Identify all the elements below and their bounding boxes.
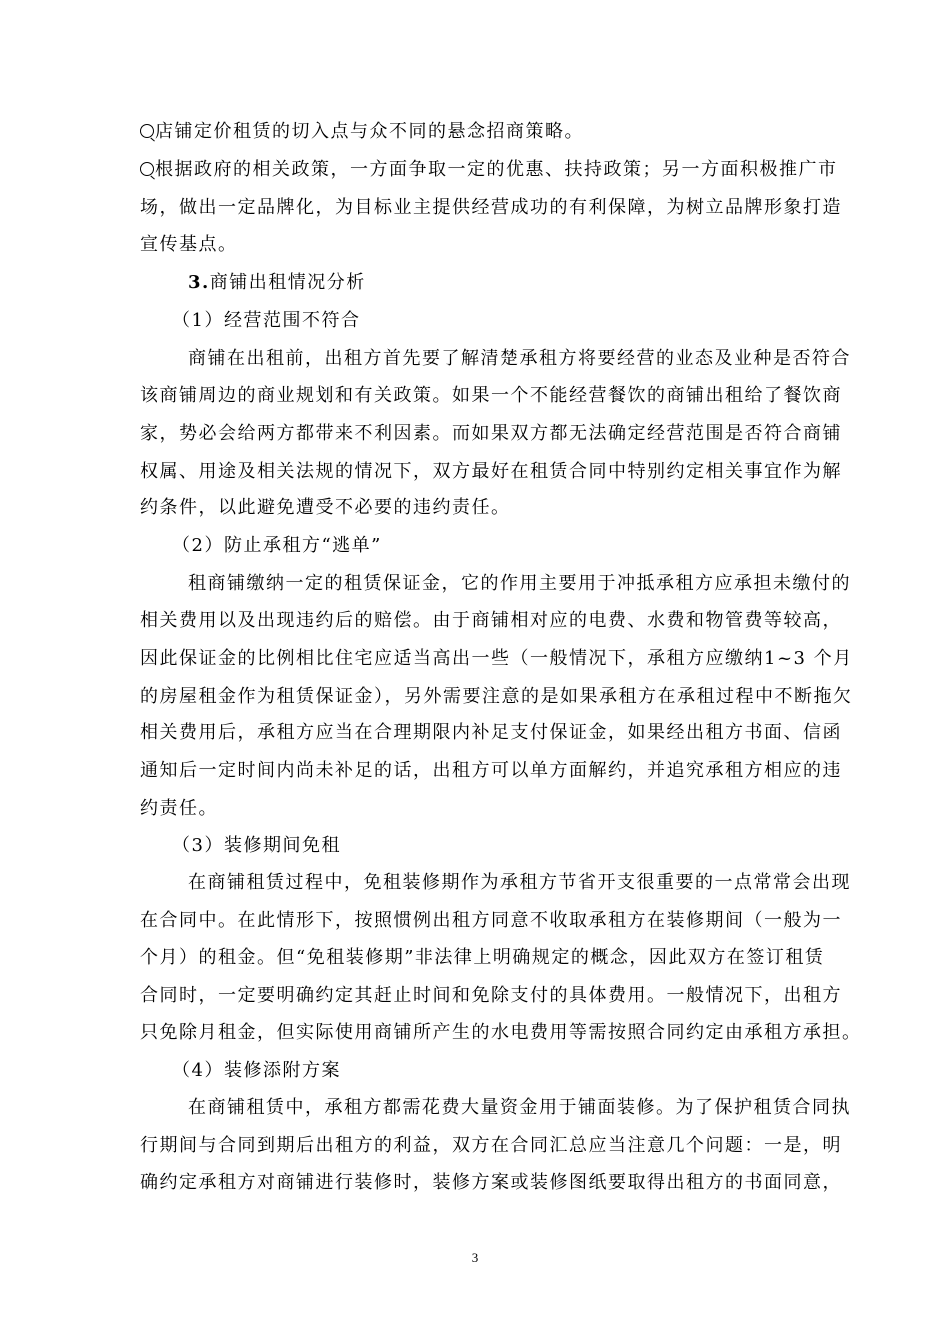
paragraph-line: 商铺在出租前，出租方首先要了解清楚承租方将要经营的业态及业种是否符合 xyxy=(188,348,851,369)
paragraph-line: 只免除月租金，但实际使用商铺所产生的水电费用等需按照合同约定由承租方承担。 xyxy=(140,1022,862,1043)
bullet-text: 店铺定价租赁的切入点与众不同的悬念招商策略。 xyxy=(155,121,584,142)
bullet-text: 根据政府的相关政策，一方面争取一定的优惠、扶持政策；另一方面积极推广市 xyxy=(155,159,838,180)
paragraph-line: 相关费用以及出现违约后的赔偿。由于商铺相对应的电费、水费和物管费等较高， xyxy=(140,610,842,631)
paragraph-line: 相关费用后，承租方应当在合理期限内补足支付保证金，如果经出租方书面、信函 xyxy=(140,722,842,743)
paragraph-line: 行期间与合同到期后出租方的利益，双方在合同汇总应当注意几个问题：一是，明 xyxy=(140,1135,842,1156)
paragraph-line: 在商铺租赁中，承租方都需花费大量资金用于铺面装修。为了保护租赁合同执 xyxy=(188,1097,851,1118)
subsection-heading: （1）经营范围不符合 xyxy=(172,310,361,331)
paragraph-line: 该商铺周边的商业规划和有关政策。如果一个不能经营餐饮的商铺出租给了餐饮商 xyxy=(140,385,842,406)
subsection-heading: （3）装修期间免租 xyxy=(172,835,341,856)
bullet-icon xyxy=(140,124,154,138)
section-heading xyxy=(188,272,908,294)
subsection-heading: （2）防止承租方“逃单” xyxy=(172,535,382,556)
paragraph-line: 的房屋租金作为租赁保证金），另外需要注意的是如果承租方在承租过程中不断拖欠 xyxy=(140,686,853,707)
paragraph-line: 在商铺租赁过程中，免租装修期作为承租方节省开支很重要的一点常常会出现 xyxy=(188,872,851,893)
bullet-icon xyxy=(140,162,154,176)
paragraph-line: 约责任。 xyxy=(140,798,218,819)
page-number: 3 xyxy=(471,1250,479,1265)
paragraph-line: 权属、用途及相关法规的情况下，双方最好在租赁合同中特别约定相关事宜作为解 xyxy=(140,461,842,482)
section-title: 商铺出租情况分析 xyxy=(209,272,366,293)
paragraph-line: 通知后一定时间内尚未补足的话，出租方可以单方面解约，并追究承租方相应的违 xyxy=(140,760,842,781)
paragraph-line: 租商铺缴纳一定的租赁保证金，它的作用主要用于冲抵承租方应承担未缴付的 xyxy=(188,573,851,594)
bullet-item xyxy=(140,159,860,181)
bullet-item xyxy=(140,121,860,143)
paragraph-line: 个月）的租金。但“免租装修期”非法律上明确规定的概念，因此双方在签订租赁 xyxy=(140,947,825,968)
paragraph-line: 合同时，一定要明确约定其赶止时间和免除支付的具体费用。一般情况下，出租方 xyxy=(140,985,842,1006)
paragraph-line: 约条件，以此避免遭受不必要的违约责任。 xyxy=(140,497,511,518)
paragraph-line: 在合同中。在此情形下，按照惯例出租方同意不收取承租方在装修期间（一般为一 xyxy=(140,910,842,931)
paragraph-line: 场，做出一定品牌化，为目标业主提供经营成功的有利保障，为树立品牌形象打造 xyxy=(140,197,842,218)
paragraph-line: 因此保证金的比例相比住宅应适当高出一些（一般情况下，承租方应缴纳1~3 个月 xyxy=(140,648,853,669)
subsection-heading: （4）装修添附方案 xyxy=(172,1060,341,1081)
paragraph-line: 宣传基点。 xyxy=(140,234,238,255)
paragraph-line: 确约定承租方对商铺进行装修时，装修方案或装修图纸要取得出租方的书面同意， xyxy=(140,1172,842,1193)
section-number: 3. xyxy=(188,272,210,293)
paragraph-line: 家，势必会给两方都带来不利因素。而如果双方都无法确定经营范围是否符合商铺 xyxy=(140,423,842,444)
